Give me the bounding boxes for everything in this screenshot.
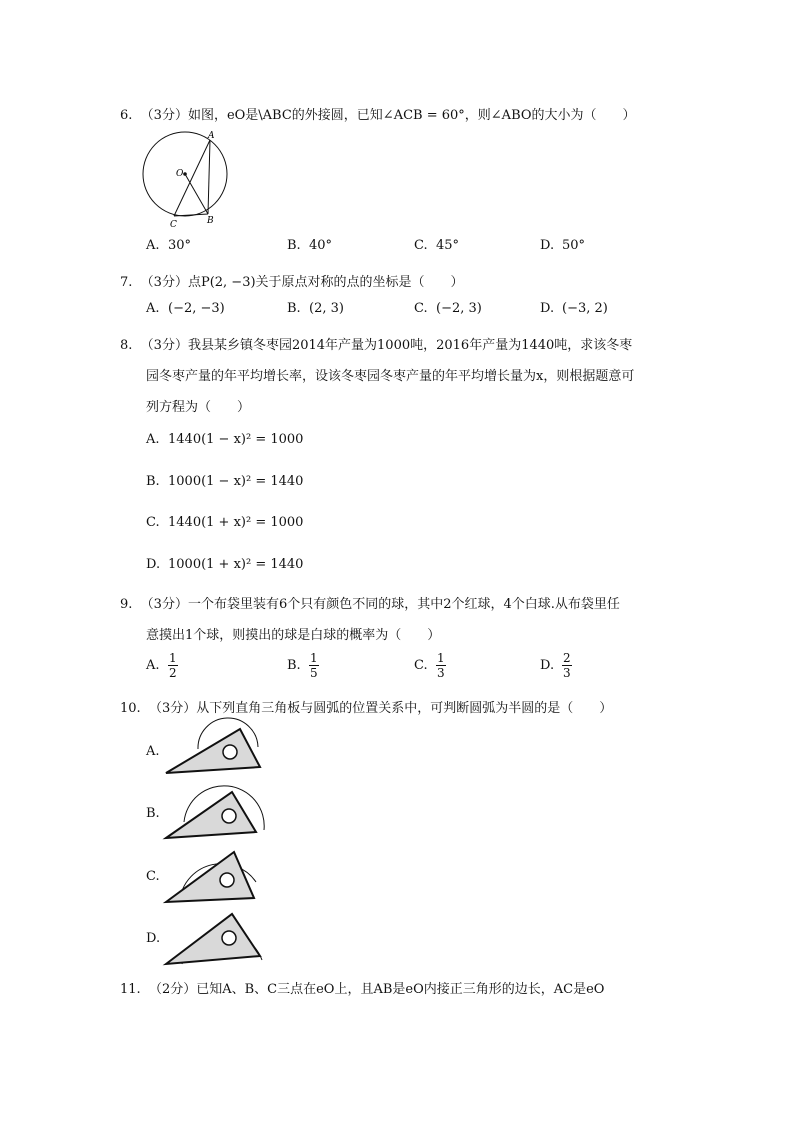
q9-option-a[interactable]: A. $\frac{1}{2}$	[146, 651, 177, 680]
q10-stem-row	[120, 697, 612, 716]
q10-number: 10.	[120, 701, 141, 716]
q8-stem-row-1	[120, 334, 632, 353]
q10-a-triangle	[166, 729, 260, 773]
q11-stem-row	[120, 978, 604, 997]
q7-number: 7.	[120, 275, 133, 290]
q8-number: 8.	[120, 338, 133, 353]
q9-option-c-fraction: $\frac{1}{3}$	[437, 651, 445, 680]
q10-option-b-figure[interactable]	[160, 782, 270, 842]
q6-figure	[138, 128, 238, 228]
q6-option-d[interactable]: D. 50°	[540, 238, 586, 253]
q6-option-c[interactable]: C. 45°	[414, 238, 460, 253]
q9-option-c[interactable]: C. $\frac{1}{3}$	[414, 651, 445, 680]
q6-label-c: C	[170, 220, 177, 230]
q10-b-hole	[222, 809, 236, 823]
q11-number: 11.	[120, 982, 141, 997]
q10-option-d-figure[interactable]	[160, 902, 270, 968]
q9-stem-row-1	[120, 593, 620, 612]
q6-stem-row	[120, 104, 636, 123]
q10-option-a-figure[interactable]	[160, 723, 270, 778]
q8-stem-line-1: （3分）我县某乡镇冬枣园2014年产量为1000吨，2016年产量为1440吨，求该冬枣	[140, 338, 633, 353]
q9-option-b[interactable]: B. $\frac{1}{5}$	[287, 651, 318, 680]
q8-option-c[interactable]: C. 1440(1 + x)² = 1000	[146, 515, 304, 530]
q10-d-hole	[222, 931, 236, 945]
q7-option-a[interactable]: A. (−2, −3)	[146, 301, 225, 316]
q10-option-c-figure[interactable]	[160, 842, 270, 906]
q6-option-a[interactable]: A. 30°	[146, 238, 192, 253]
q10-stem-text: （3分）从下列直角三角板与圆弧的位置关系中，可判断圆弧为半圆的是（ ）	[148, 701, 613, 716]
q7-option-c[interactable]: C. (−2, 3)	[414, 301, 482, 316]
q10-option-c-label[interactable]: C.	[146, 869, 160, 884]
q6-label-a: A	[208, 131, 215, 141]
q8-stem-line-3: 列方程为（ ）	[146, 400, 251, 415]
q10-a-hole	[223, 745, 237, 759]
q9-option-a-fraction: $\frac{1}{2}$	[169, 651, 177, 680]
q7-option-b[interactable]: B. (2, 3)	[287, 301, 344, 316]
q9-stem-line-2: 意摸出1个球，则摸出的球是白球的概率为（ ）	[146, 628, 441, 643]
q9-option-d-fraction: $\frac{2}{3}$	[563, 651, 571, 680]
q10-b-triangle	[166, 792, 256, 838]
q10-c-hole	[220, 873, 234, 887]
q10-d-triangle	[166, 914, 260, 964]
q6-seg-ob	[185, 174, 208, 214]
q7-option-d[interactable]: D. (−3, 2)	[540, 301, 608, 316]
q6-option-b[interactable]: B. 40°	[287, 238, 333, 253]
q8-stem-line-2: 园冬枣产量的年平均增长率，设该冬枣园冬枣产量的年平均增长量为x，则根据题意可	[146, 369, 635, 384]
q8-option-d[interactable]: D. 1000(1 + x)² = 1440	[146, 557, 304, 572]
q7-stem-row	[120, 271, 464, 290]
q9-stem-line-1: （3分）一个布袋里装有6个只有颜色不同的球，其中2个红球，4个白球.从布袋里任	[140, 597, 620, 612]
q11-stem-text: （2分）已知A、B、C三点在eO上，且AB是eO内接正三角形的边长，AC是eO	[148, 982, 605, 997]
q8-option-a[interactable]: A. 1440(1 − x)² = 1000	[146, 432, 304, 447]
q10-option-d-label[interactable]: D.	[146, 931, 161, 946]
q9-number: 9.	[120, 597, 133, 612]
q9-option-d[interactable]: D. $\frac{2}{3}$	[540, 651, 571, 680]
q6-side-ab	[208, 140, 210, 214]
q8-option-b[interactable]: B. 1000(1 − x)² = 1440	[146, 474, 304, 489]
q10-c-triangle	[166, 852, 254, 902]
q6-center-dot	[183, 172, 187, 176]
q7-stem-text: （3分）点P(2, −3)关于原点对称的点的坐标是（ ）	[140, 275, 464, 290]
q10-option-a-label[interactable]: A.	[146, 744, 160, 759]
q6-number: 6.	[120, 108, 133, 123]
q9-option-b-fraction: $\frac{1}{5}$	[310, 651, 318, 680]
q10-option-b-label[interactable]: B.	[146, 806, 160, 821]
q6-label-o: O	[176, 169, 184, 179]
q6-label-b: B	[207, 216, 214, 226]
q6-stem-text: （3分）如图，eO是\ABC的外接圆，已知∠ACB = 60°，则∠ABO的大小为（ ）	[140, 108, 636, 123]
